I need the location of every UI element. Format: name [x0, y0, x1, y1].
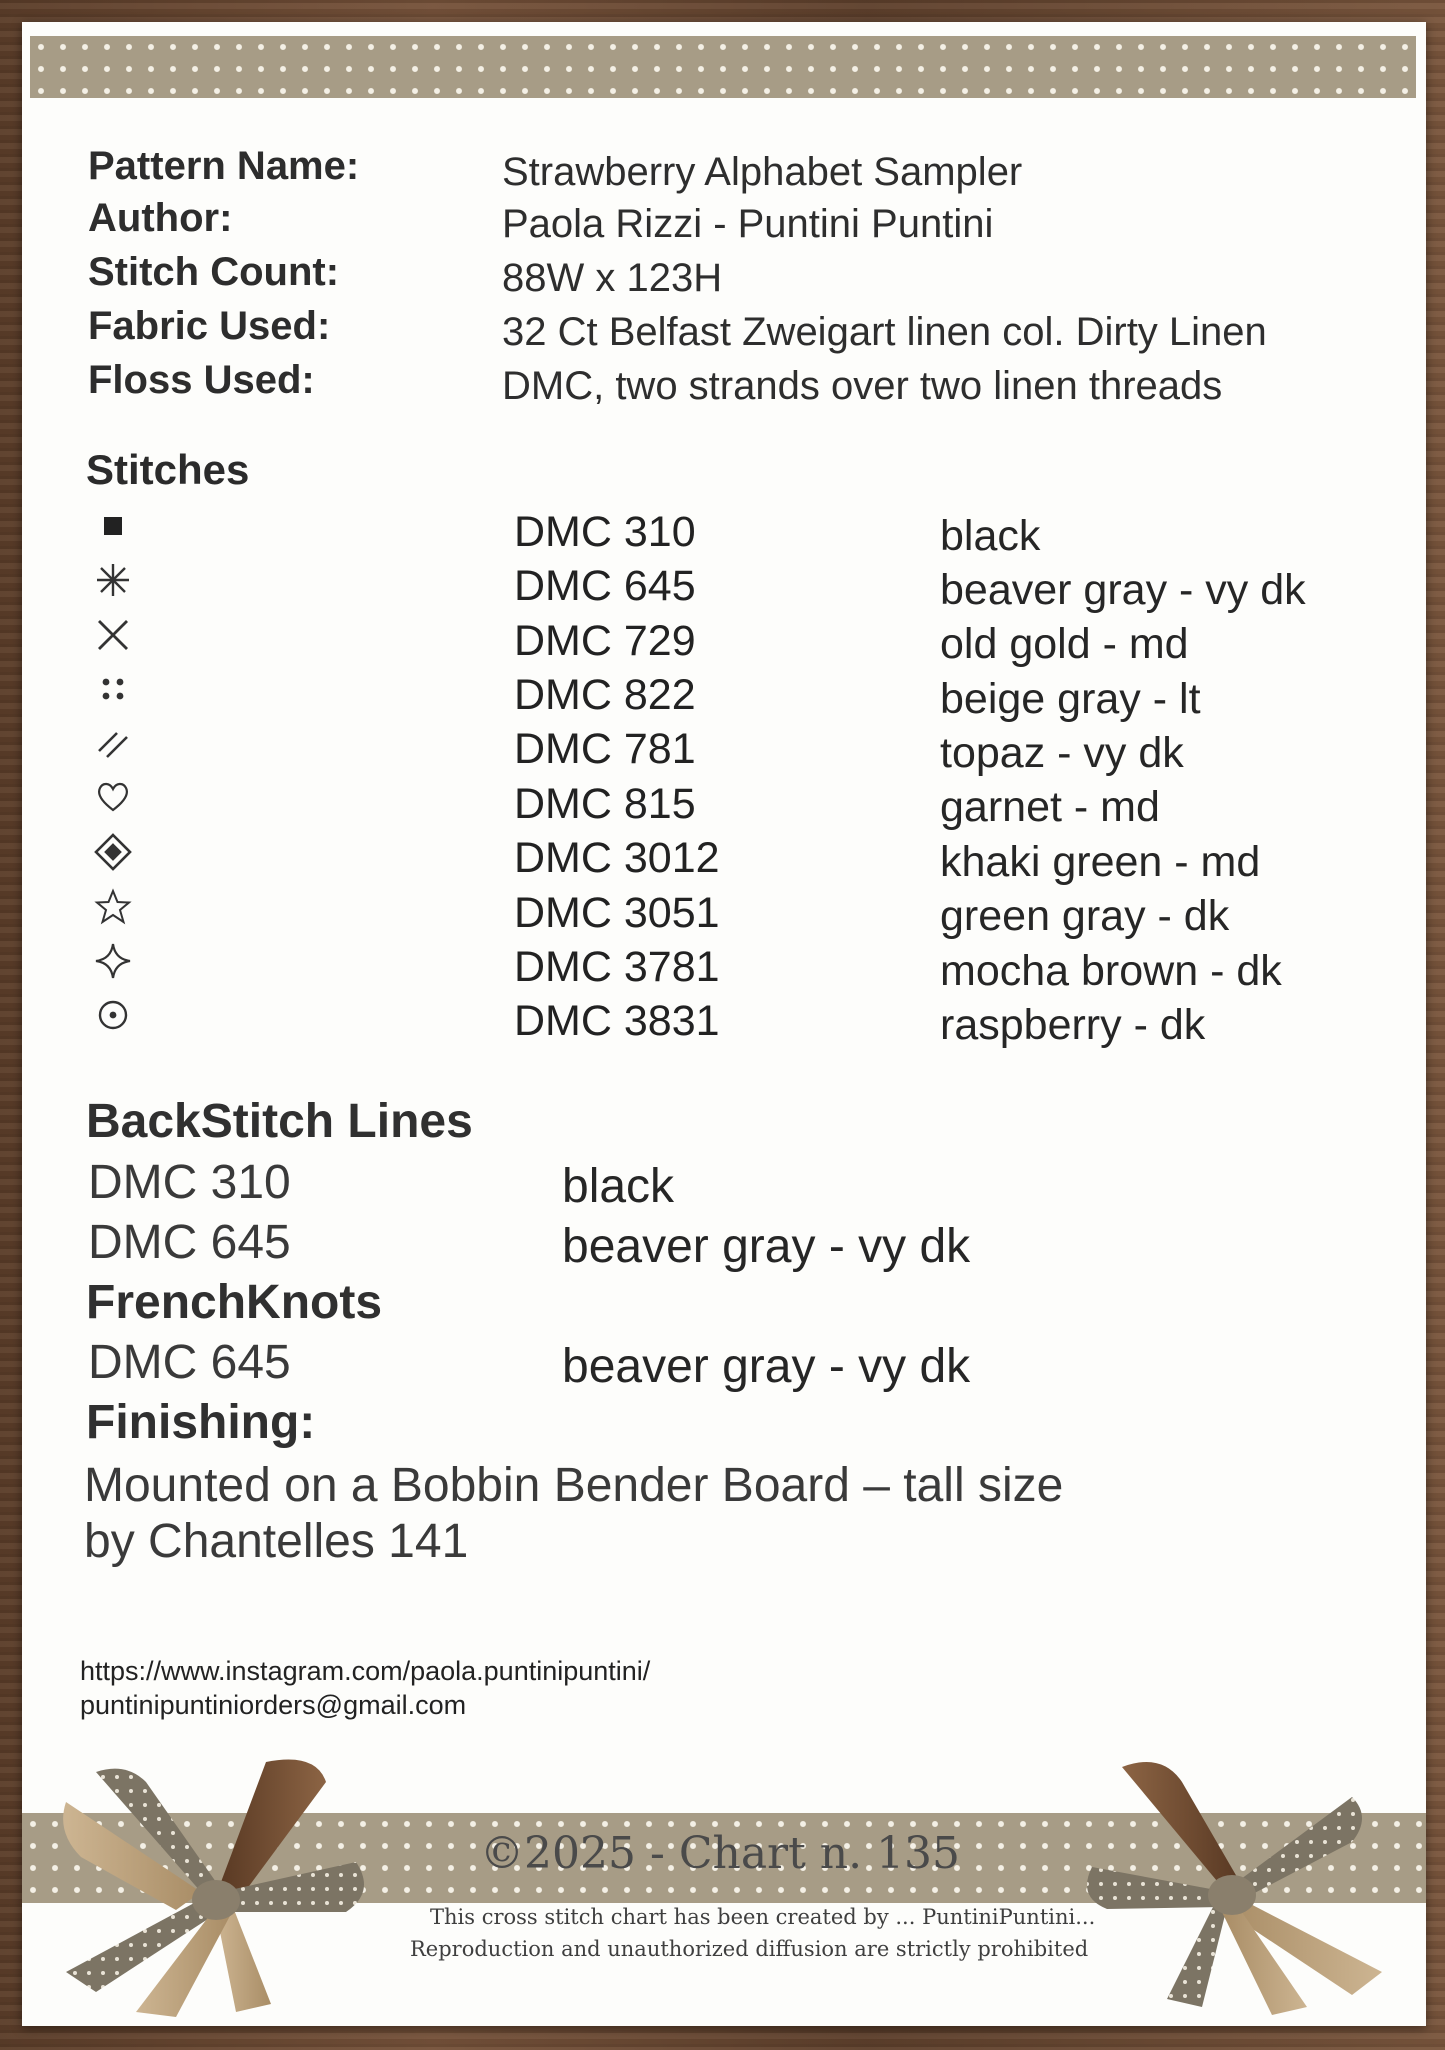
info-value-stitch-count: 88W x 123H	[502, 256, 723, 300]
stitch-color-3: old gold - md	[940, 620, 1189, 668]
instagram-link[interactable]: https://www.instagram.com/paola.puntinipuntini/	[80, 1656, 651, 1686]
backstitch-color-1: black	[562, 1160, 675, 1213]
four-dots-icon	[90, 666, 136, 712]
backstitch-color-2: beaver gray - vy dk	[562, 1220, 971, 1273]
stitches-heading: Stitches	[86, 446, 250, 493]
info-value-pattern-name: Strawberry Alphabet Sampler	[502, 150, 1023, 194]
stitch-code-4: DMC 822	[514, 671, 696, 719]
stitch-color-9: mocha brown - dk	[940, 947, 1282, 995]
stitch-code-9: DMC 3781	[514, 943, 720, 991]
finishing-heading: Finishing:	[86, 1396, 316, 1449]
info-label-author: Author:	[88, 196, 233, 240]
filled-square-icon	[90, 503, 136, 549]
email-link[interactable]: puntinipuntiniorders@gmail.com	[80, 1690, 467, 1720]
stitch-color-1: black	[940, 512, 1041, 560]
info-value-floss-used: DMC, two strands over two linen threads	[502, 364, 1223, 408]
cross-icon	[90, 612, 136, 658]
info-label-fabric-used: Fabric Used:	[88, 304, 331, 348]
right-ribbon-bow-icon	[1052, 1737, 1426, 2022]
stitch-color-2: beaver gray - vy dk	[940, 566, 1306, 614]
info-label-floss-used: Floss Used:	[88, 358, 315, 402]
pattern-info-card	[22, 22, 1426, 2026]
frenchknots-color-1: beaver gray - vy dk	[562, 1340, 971, 1393]
info-value-author: Paola Rizzi - Puntini Puntini	[502, 202, 994, 246]
top-polka-dot-ribbon	[30, 36, 1416, 98]
stitch-code-8: DMC 3051	[514, 889, 720, 937]
heart-outline-icon	[90, 774, 136, 820]
four-point-star-icon	[90, 938, 136, 984]
stitch-code-1: DMC 310	[514, 508, 696, 556]
diamond-in-diamond-icon	[90, 829, 136, 875]
copyright-text: ©2025 - Chart n. 135	[480, 1828, 961, 1879]
stitch-code-2: DMC 645	[514, 562, 696, 610]
stitch-color-10: raspberry - dk	[940, 1001, 1206, 1049]
finishing-line-1: Mounted on a Bobbin Bender Board – tall size	[84, 1459, 1064, 1512]
stitch-code-6: DMC 815	[514, 780, 696, 828]
left-ribbon-bow-icon	[26, 1742, 406, 2022]
star-outline-icon	[90, 884, 136, 930]
stitch-code-7: DMC 3012	[514, 834, 720, 882]
info-label-stitch-count: Stitch Count:	[88, 250, 340, 294]
asterisk-icon	[90, 557, 136, 603]
footer-note-1: This cross stitch chart has been created by ... PuntiniPuntini...	[430, 1905, 1096, 1929]
frenchknots-heading: FrenchKnots	[86, 1276, 383, 1329]
info-value-fabric-used: 32 Ct Belfast Zweigart linen col. Dirty Linen	[502, 310, 1267, 354]
circled-dot-icon	[90, 992, 136, 1038]
stitch-color-7: khaki green - md	[940, 838, 1261, 886]
stitch-code-5: DMC 781	[514, 725, 696, 773]
stitch-code-3: DMC 729	[514, 617, 696, 665]
info-label-pattern-name: Pattern Name:	[88, 144, 360, 188]
finishing-line-2: by Chantelles 141	[84, 1515, 469, 1568]
double-slash-icon	[90, 720, 136, 766]
stitch-color-4: beige gray - lt	[940, 675, 1201, 723]
backstitch-code-2: DMC 645	[88, 1216, 291, 1269]
stitch-code-10: DMC 3831	[514, 997, 720, 1045]
frenchknots-code-1: DMC 645	[88, 1336, 291, 1389]
backstitch-code-1: DMC 310	[88, 1156, 291, 1209]
footer-note-2: Reproduction and unauthorized diffusion are strictly prohibited	[410, 1937, 1089, 1961]
stitch-color-8: green gray - dk	[940, 892, 1230, 940]
stitch-color-5: topaz - vy dk	[940, 729, 1184, 777]
backstitch-heading: BackStitch Lines	[86, 1095, 473, 1148]
stitch-color-6: garnet - md	[940, 783, 1160, 831]
